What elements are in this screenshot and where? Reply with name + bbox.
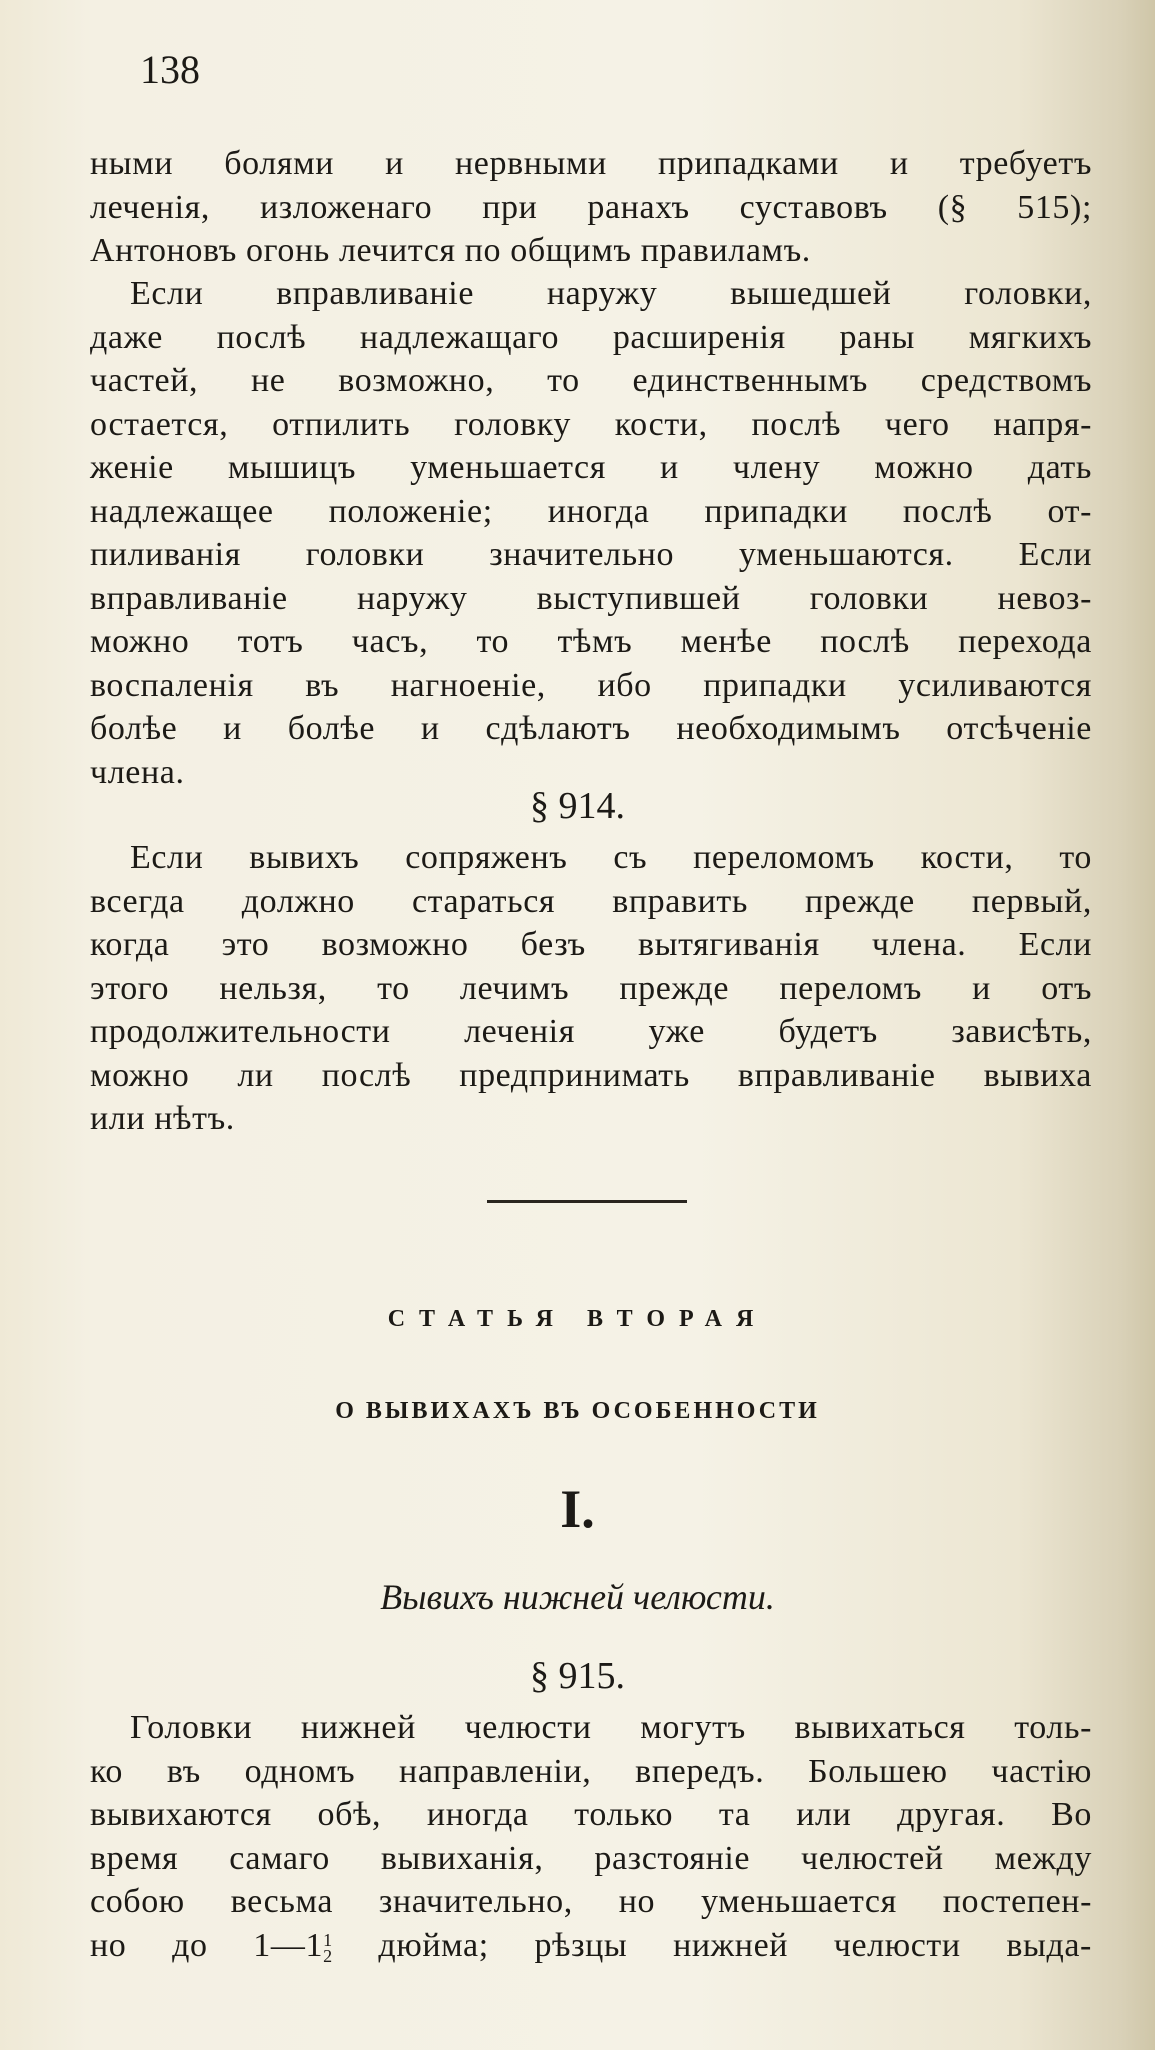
text-fragment: дюйма; рѣзцы нижней челюсти выда- <box>332 1926 1092 1964</box>
text-fragment: но до 1—1 <box>90 1926 324 1964</box>
text-line: Если вывихъ сопряженъ съ переломомъ кости, то <box>130 839 1092 876</box>
text-line: когда это возможно безъ вытягиванія члена. Если <box>90 926 1092 963</box>
text-line: частей, не возможно, то единственнымъ средствомъ <box>90 362 1092 399</box>
chapter-number: I. <box>560 1479 595 1539</box>
text-line: женіе мышицъ уменьшается и члену можно дать <box>90 449 1092 486</box>
text-line: болѣе и болѣе и сдѣлаютъ необходимымъ отсѣченіе <box>90 710 1092 747</box>
text-line: всегда должно стараться вправить прежде первый, <box>90 882 1092 920</box>
text-line: пиливанія головки значительно уменьшаются. Если <box>90 536 1092 573</box>
section-915-heading: § 915. <box>530 1655 625 1697</box>
text-line: можно тотъ часъ, то тѣмъ менѣе послѣ перехода <box>90 623 1092 660</box>
text-line: члена. <box>90 753 185 791</box>
text-line: надлежащее положеніе; иногда припадки послѣ от- <box>90 492 1092 530</box>
section-divider <box>487 1200 687 1203</box>
text-line: воспаленія въ нагноеніе, ибо припадки усиливаются <box>90 666 1092 704</box>
text-line: остается, отпилить головку кости, послѣ чего напря- <box>90 405 1092 443</box>
text-line: вправливаніе наружу выступившей головки невоз- <box>90 579 1092 617</box>
fraction-numerator: 1 <box>323 1929 333 1950</box>
text-line: этого нельзя, то лечимъ прежде переломъ и отъ <box>90 969 1092 1007</box>
fraction <box>323 1929 333 1966</box>
text-line: вывихаются обѣ, иногда только та или другая. Во <box>90 1796 1092 1833</box>
text-line: или нѣтъ. <box>90 1100 235 1137</box>
paragraph-jaw-dislocation <box>90 1706 1092 1967</box>
chapter-title: Вывихъ нижней челюсти. <box>380 1577 775 1617</box>
text-line-last <box>90 1924 1092 1968</box>
text-line: Головки нижней челюсти могутъ вывихаться толь- <box>130 1709 1092 1746</box>
fraction-denominator: 2 <box>323 1945 333 1966</box>
paragraph-fracture <box>90 836 1092 1141</box>
section-914-heading: § 914. <box>530 785 625 827</box>
text-line: ко въ одномъ направленіи, впередъ. Большею частію <box>90 1752 1092 1790</box>
text-line: Если вправливаніе наружу вышедшей головки, <box>130 275 1092 312</box>
paragraph-reposition <box>90 272 1092 794</box>
page-number: 138 <box>140 47 200 92</box>
text-line: продолжительности леченія уже будетъ зависѣть, <box>90 1013 1092 1050</box>
text-line: можно ли послѣ предпринимать вправливаніе вывиха <box>90 1056 1092 1094</box>
text-line: Антоновъ огонь лечится по общимъ правиламъ. <box>90 232 811 269</box>
text-line: собою весьма значительно, но уменьшается постепен- <box>90 1883 1092 1920</box>
text-line: время самаго вывиханія, разстояніе челюстей между <box>90 1839 1092 1877</box>
text-line: леченія, изложенаго при ранахъ суставовъ (§ 515); <box>90 188 1092 226</box>
paragraph-continuation <box>90 142 1092 273</box>
article-subtitle: О ВЫВИХАХЪ ВЪ ОСОБЕННОСТИ <box>335 1398 820 1424</box>
article-title: СТАТЬЯ ВТОРАЯ <box>387 1306 768 1332</box>
text-line: даже послѣ надлежащаго расширенія раны мягкихъ <box>90 318 1092 356</box>
text-line: ными болями и нервными припадками и требуетъ <box>90 145 1092 182</box>
